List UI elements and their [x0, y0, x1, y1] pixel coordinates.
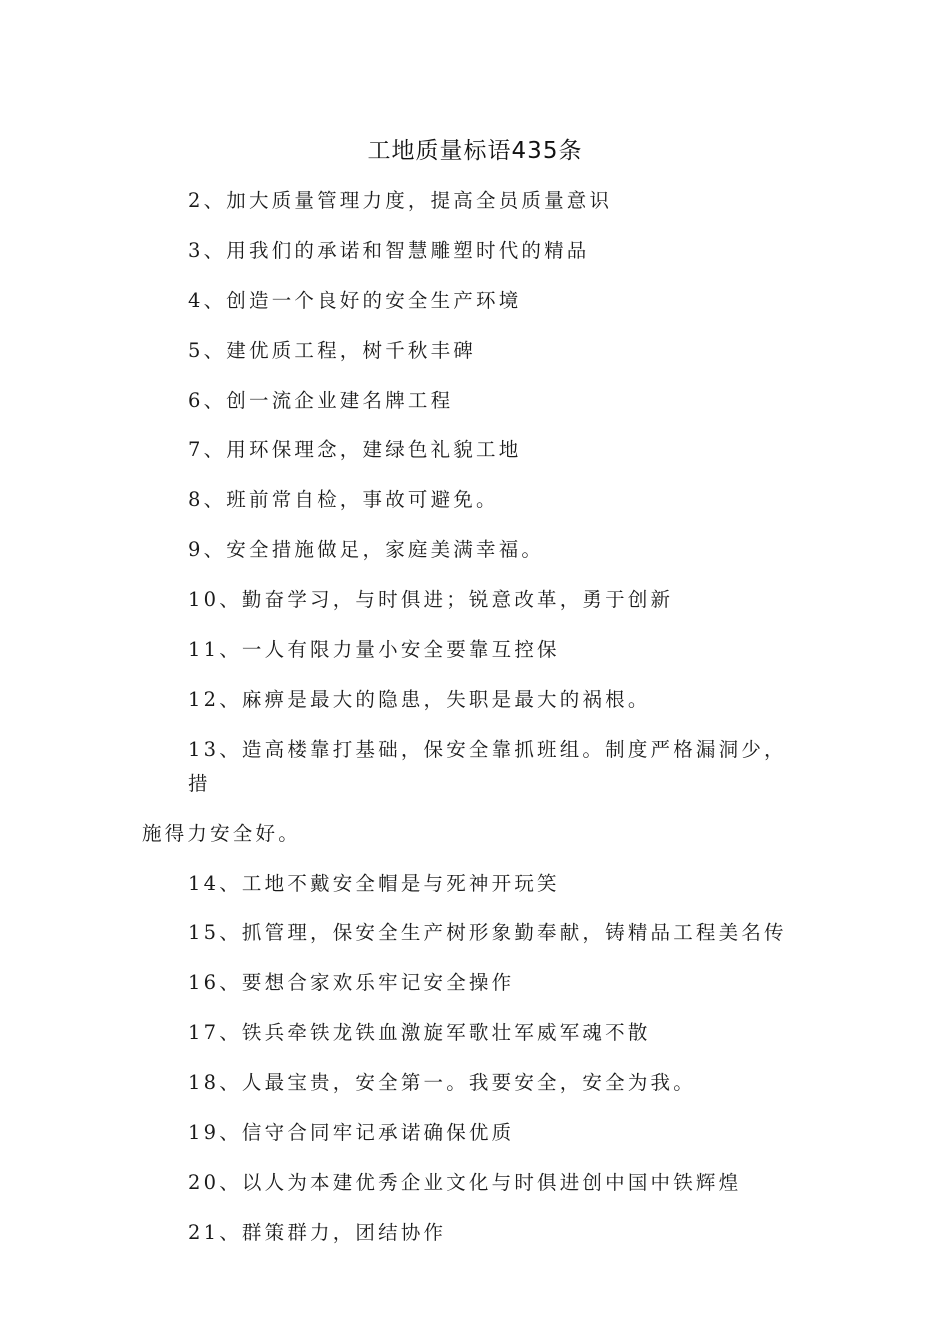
list-item: 8、班前常自检，事故可避免。: [188, 488, 499, 512]
list-item: 14、工地不戴安全帽是与死神开玩笑: [188, 871, 560, 895]
list-item: 20、以人为本建优秀企业文化与时俱进创中国中铁辉煌: [188, 1170, 742, 1194]
list-item: 4、创造一个良好的安全生产环境: [188, 288, 522, 312]
list-item: 9、安全措施做足，家庭美满幸福。: [188, 538, 545, 562]
list-item: 17、铁兵牵铁龙铁血激旋军歌壮军威军魂不散: [188, 1021, 651, 1045]
list-item: 10、勤奋学习，与时俱进；锐意改革，勇于创新: [188, 588, 674, 612]
page-title: 工地质量标语435条: [367, 138, 583, 164]
list-item: 16、要想合家欢乐牢记安全操作: [188, 971, 515, 995]
list-item: 12、麻痹是最大的隐患，失职是最大的祸根。: [188, 687, 651, 711]
list-item: 18、人最宝贵，安全第一。我要安全，安全为我。: [188, 1071, 696, 1095]
list-item: 15、抓管理，保安全生产树形象勤奉献，铸精品工程美名传: [188, 921, 787, 945]
list-item: 19、信守合同牢记承诺确保优质: [188, 1121, 515, 1145]
list-item: 5、建优质工程，树千秋丰碑: [188, 338, 477, 362]
list-item: 7、用环保理念，建绿色礼貌工地: [188, 438, 522, 462]
slogan-list: [142, 184, 808, 1266]
list-item: 3、用我们的承诺和智慧雕塑时代的精品: [188, 238, 590, 262]
list-item: 6、创一流企业建名牌工程: [188, 388, 454, 412]
list-item: 11、一人有限力量小安全要靠互控保: [188, 638, 560, 662]
list-item-continuation: 施得力安全好。: [142, 821, 301, 845]
list-item-multiline: [142, 733, 808, 851]
list-item-line: 13、造高楼靠打基础，保安全靠抓班组。制度严格漏洞少，措: [188, 737, 787, 795]
list-item: 21、群策群力，团结协作: [188, 1220, 447, 1244]
list-item: 2、加大质量管理力度，提高全员质量意识: [188, 189, 613, 212]
